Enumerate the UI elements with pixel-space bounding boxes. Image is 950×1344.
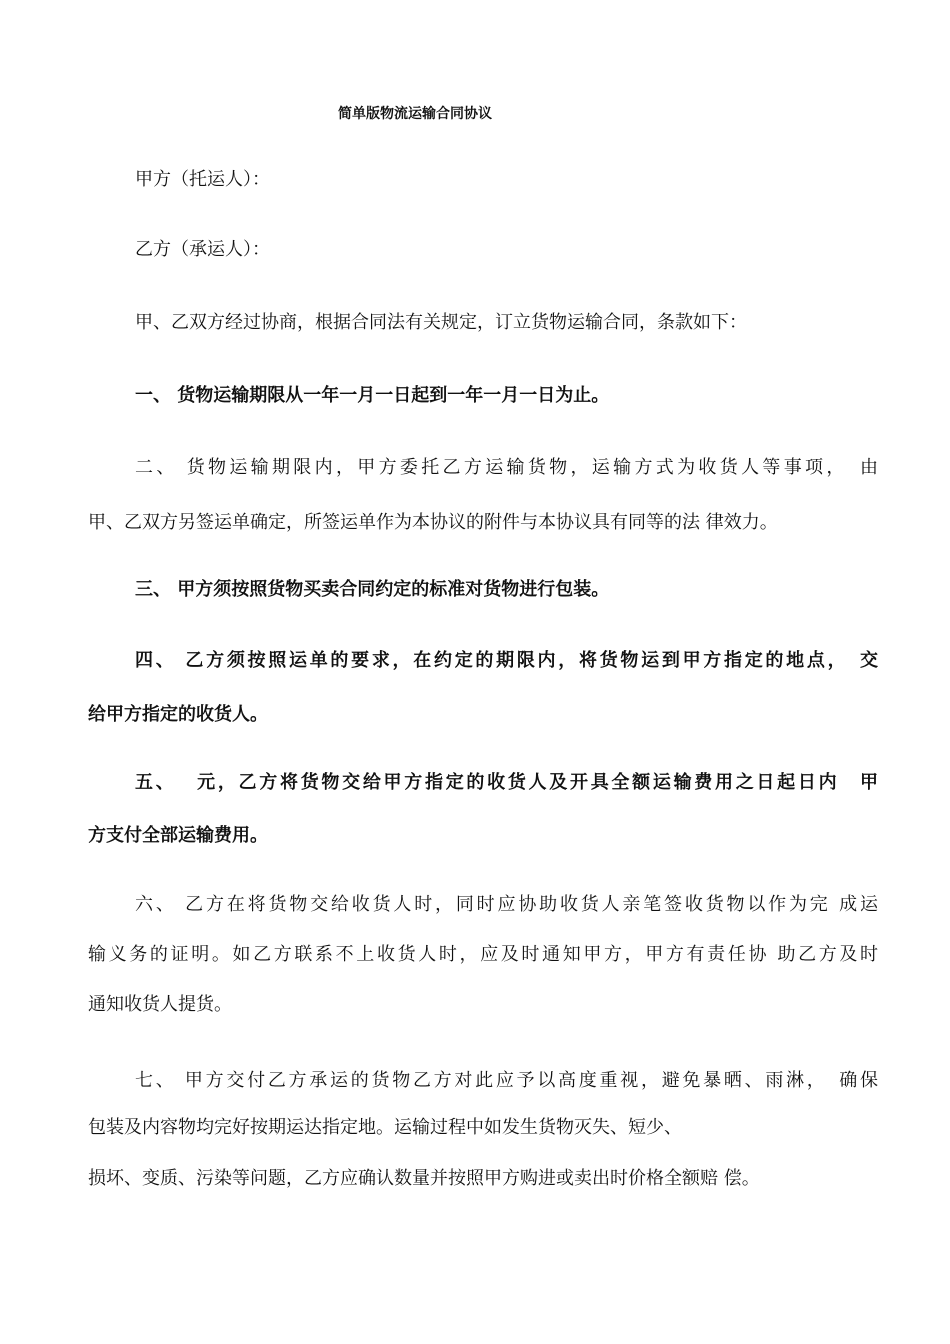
clause-6-line-3: 通知收货人提货。 <box>88 994 232 1015</box>
clause-6-line-1: 六、 乙方在将货物交给收货人时，同时应协助收货人亲笔签收货物以作为完 成运 <box>135 894 878 915</box>
clause-2-line-1: 二、 货物运输期限内，甲方委托乙方运输货物，运输方式为收货人等事项， 由 <box>135 457 878 478</box>
party-a-line: 甲方（托运人）： <box>135 169 270 190</box>
clause-5-line-2: 方支付全部运输费用。 <box>88 825 268 846</box>
clause-4-line-1: 四、 乙方须按照运单的要求，在约定的期限内，将货物运到甲方指定的地点， 交 <box>135 650 878 671</box>
clause-4-line-2: 给甲方指定的收货人。 <box>88 704 268 725</box>
clause-7-line-1: 七、 甲方交付乙方承运的货物乙方对此应予以高度重视，避免暴晒、雨淋， 确保 <box>135 1070 878 1091</box>
clause-7-line-3: 损坏、变质、污染等问题，乙方应确认数量并按照甲方购进或卖出时价格全额赔 偿。 <box>88 1168 760 1189</box>
clause-5-line-1: 五、 元，乙方将货物交给甲方指定的收货人及开具全额运输费用之日起日内 甲 <box>135 772 878 793</box>
clause-6-line-2: 输义务的证明。如乙方联系不上收货人时，应及时通知甲方，甲方有责任协 助乙方及时 <box>88 944 878 965</box>
clause-3-line-1: 三、 甲方须按照货物买卖合同约定的标准对货物进行包装。 <box>135 579 610 600</box>
party-b-line: 乙方（承运人）： <box>135 239 270 260</box>
document-title: 简单版物流运输合同协议 <box>338 106 492 122</box>
clause-7-line-2: 包装及内容物均完好按期运达指定地。运输过程中如发生货物灭失、短少、 <box>88 1117 682 1138</box>
clause-2-line-2: 甲、乙双方另签运单确定，所签运单作为本协议的附件与本协议具有同等的法 律效力。 <box>88 512 778 533</box>
clause-1-line-1: 一、 货物运输期限从一年一月一日起到一年一月一日为止。 <box>135 385 610 406</box>
intro-paragraph: 甲、乙双方经过协商，根据合同法有关规定，订立货物运输合同，条款如下： <box>135 312 747 333</box>
